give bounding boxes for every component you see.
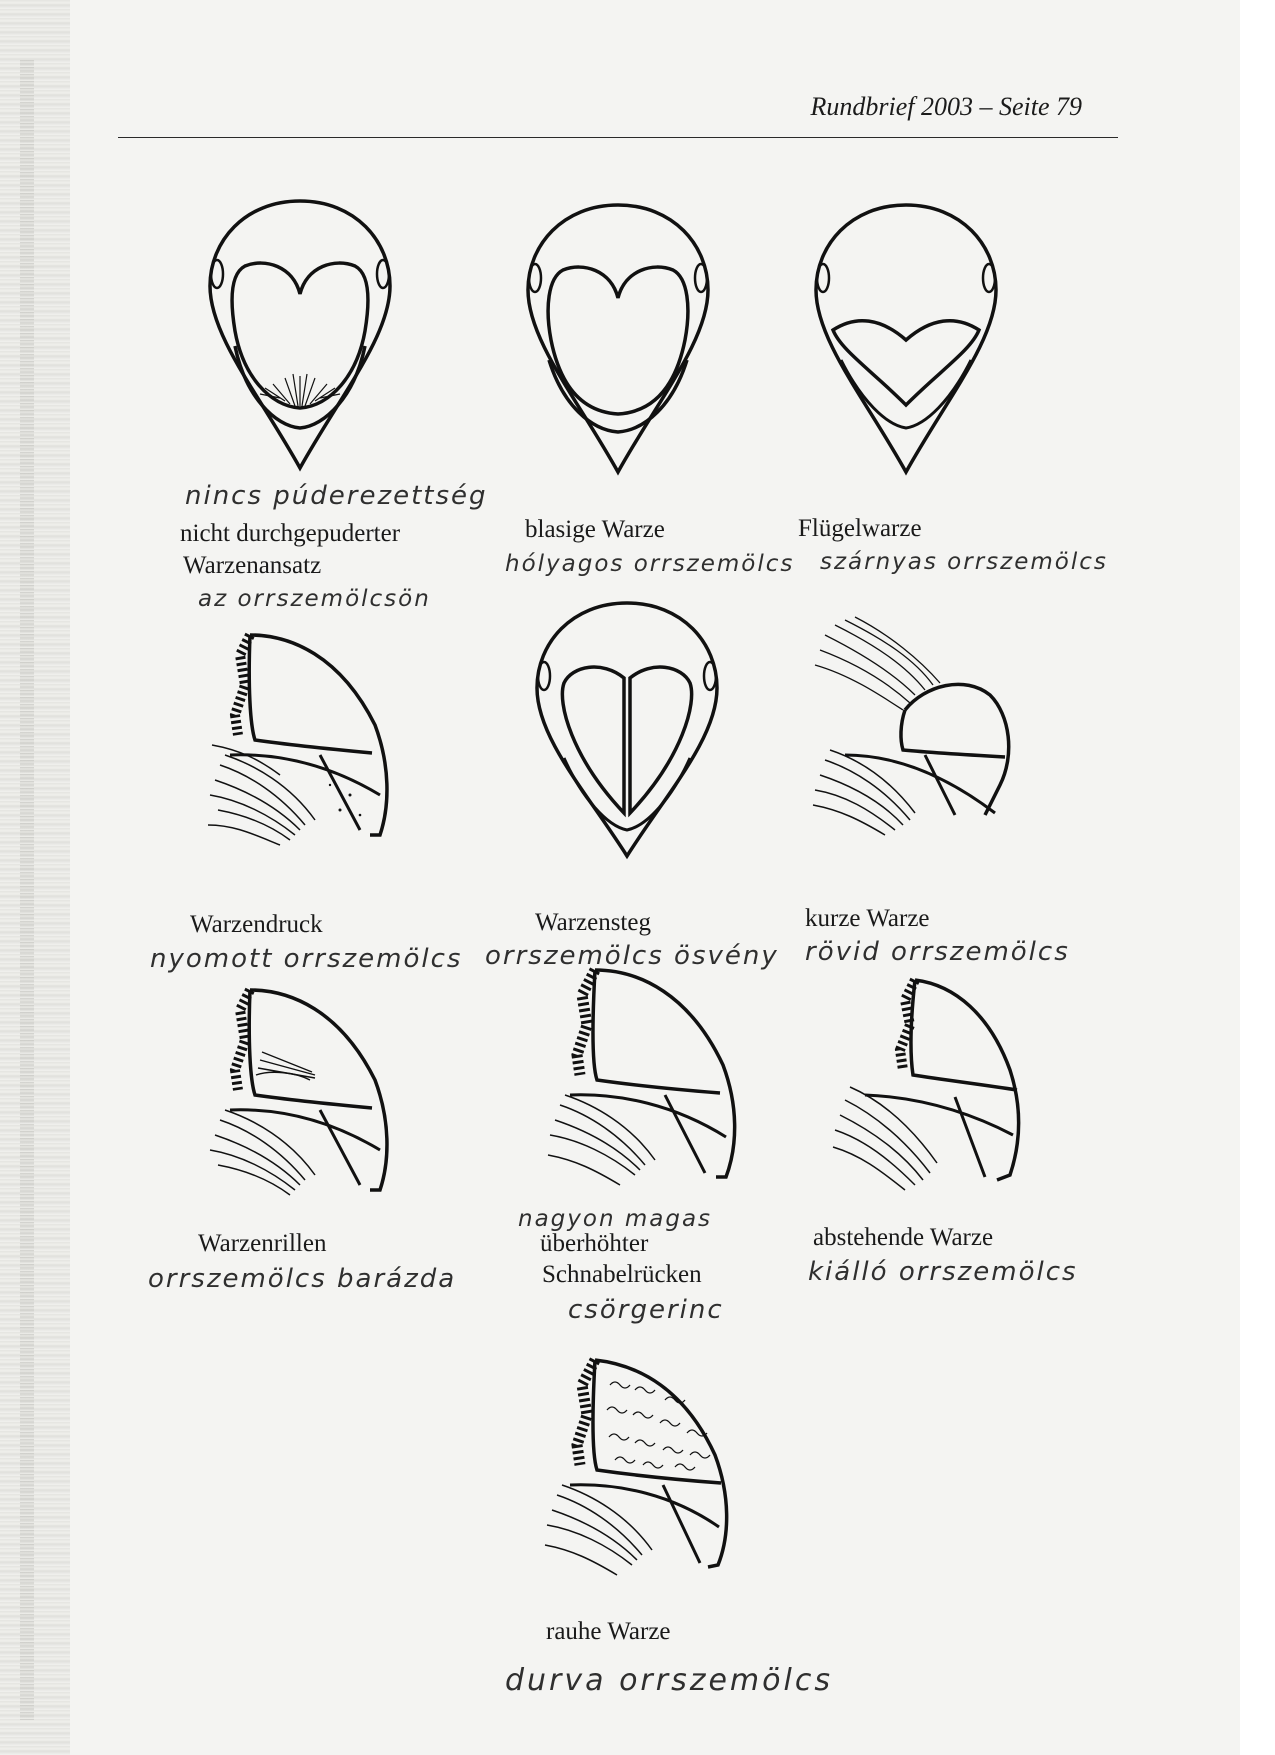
caption-hand: hólyagos orrszemölcs [505, 551, 795, 577]
figure-wattle-bridge [532, 598, 722, 863]
caption-print: überhöhter [540, 1230, 649, 1257]
caption-print: kurze Warze [805, 905, 930, 932]
figure-protruding-wattle [825, 975, 1040, 1200]
caption-print: blasige Warze [525, 516, 665, 543]
caption-hand: nyomott orrszemölcs [150, 944, 463, 974]
caption-print: Warzenansatz [183, 552, 322, 579]
scan-shadow-left [0, 0, 70, 1755]
header-rule [118, 137, 1118, 138]
caption-print: abstehende Warze [813, 1224, 994, 1251]
figure-short-wattle [805, 615, 1020, 840]
caption-hand: rövid orrszemölcs [805, 937, 1070, 967]
scan-margin-right [1240, 0, 1275, 1755]
caption-hand: csörgerinc [568, 1295, 724, 1325]
figure-unpowdered-wattle [205, 196, 395, 476]
page-header: Rundbrief 2003 – Seite 79 [810, 92, 1082, 121]
figure-winged-wattle [811, 200, 1001, 480]
figure-rough-wattle [535, 1355, 750, 1585]
caption-print: nicht durchgepuderter [180, 520, 401, 547]
caption-print: Flügelwarze [798, 515, 922, 542]
caption-hand: durva orrszemölcs [505, 1663, 833, 1698]
caption-hand: orrszemölcs ösvény [485, 941, 779, 971]
scan-shadow-strip [20, 60, 34, 1720]
caption-print: Warzensteg [535, 909, 651, 936]
figure-blistered-wattle [523, 200, 713, 480]
caption-hand: kiálló orrszemölcs [808, 1257, 1078, 1287]
caption-hand: orrszemölcs barázda [148, 1264, 457, 1294]
figure-raised-ridge [540, 965, 755, 1195]
caption-print: Warzendruck [190, 911, 323, 938]
caption-hand: nincs púderezettség [185, 481, 488, 511]
figure-wattle-pressure [200, 625, 415, 855]
caption-hand: nagyon magas [518, 1206, 713, 1232]
caption-hand: az orrszemölcsön [198, 586, 431, 612]
caption-print: Schnabelrücken [542, 1261, 702, 1288]
caption-hand: szárnyas orrszemölcs [820, 549, 1108, 575]
caption-print: rauhe Warze [546, 1618, 671, 1645]
figure-wattle-grooves [200, 980, 415, 1210]
caption-print: Warzenrillen [198, 1230, 327, 1257]
